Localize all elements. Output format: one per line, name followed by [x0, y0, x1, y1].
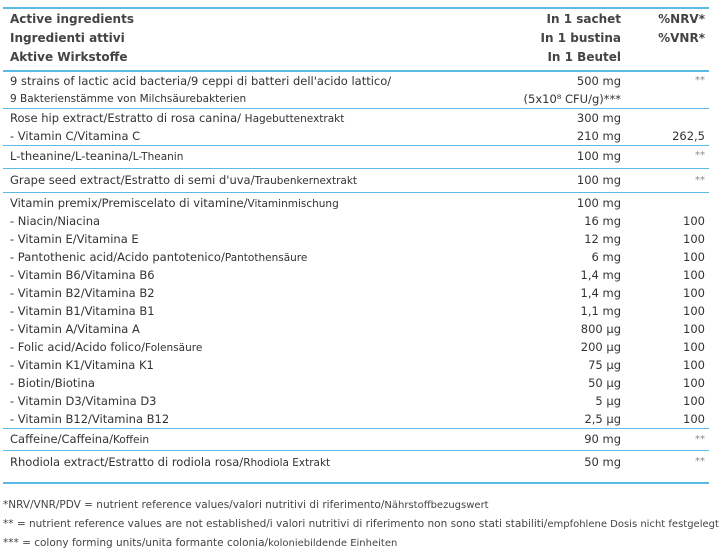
ingredient-nrv: **: [695, 456, 705, 467]
ingredient-name: - Vitamin B1/Vitamina B1: [10, 304, 155, 318]
ingredient-amount: 210 mg: [576, 129, 621, 143]
footnote: ** = nutrient reference values are not established/i valori nutritivi di riferimento non sono stati stabiliti/empfohlene Dosis nicht festgelegt: [3, 518, 719, 530]
ingredient-name: - Vitamin A/Vitamina A: [10, 322, 140, 336]
header-col-amount-de: In 1 Beutel: [547, 50, 621, 64]
ingredient-name: - Vitamin C/Vitamina C: [10, 129, 141, 143]
ingredient-amount: 100 mg: [576, 196, 621, 210]
header-col-vnr: %VNR*: [658, 31, 705, 45]
ingredient-nrv: **: [695, 434, 705, 445]
ingredient-name: L-theanine/L-teanina/L-Theanin: [10, 149, 184, 163]
ingredient-amount: (5x10⁸ CFU/g)***: [523, 92, 621, 106]
footnotes: [3, 496, 718, 553]
table-bottom-border: [3, 482, 709, 484]
header-col-amount-en: In 1 sachet: [546, 12, 621, 26]
ingredient-amount: 200 µg: [580, 340, 621, 354]
table-row: [3, 429, 709, 451]
table-header: [3, 10, 709, 72]
ingredient-name: - Vitamin B6/Vitamina B6: [10, 268, 155, 282]
ingredient-nrv: **: [695, 150, 705, 161]
ingredient-nrv: 100: [683, 286, 705, 300]
table-row: [3, 109, 709, 146]
ingredient-name: - Vitamin K1/Vitamina K1: [10, 358, 154, 372]
ingredient-name-de: 9 Bakterienstämme von Milchsäurebakterien: [10, 93, 247, 105]
table-row: [3, 451, 709, 473]
table-row: [3, 72, 709, 109]
ingredient-amount: 100 mg: [576, 149, 621, 163]
ingredient-name: - Vitamin D3/Vitamina D3: [10, 394, 157, 408]
ingredient-nrv: 100: [683, 322, 705, 336]
nutrition-table: [3, 10, 709, 473]
ingredient-name: - Pantothenic acid/Acido pantotenico/Pantothensäure: [10, 250, 308, 264]
ingredient-name: Grape seed extract/Estratto di semi d'uva/Traubenkernextrakt: [10, 173, 358, 187]
table-row: [3, 146, 709, 169]
ingredient-amount: 1,4 mg: [580, 286, 621, 300]
ingredient-amount: 100 mg: [576, 173, 621, 187]
ingredient-nrv: **: [695, 75, 705, 86]
ingredient-amount: 2,5 µg: [584, 412, 621, 426]
ingredient-nrv: 100: [683, 412, 705, 426]
ingredient-amount: 800 µg: [580, 322, 621, 336]
ingredient-name: 9 strains of lactic acid bacteria/9 ceppi di batteri dell'acido lattico/: [10, 74, 392, 88]
header-col-ingredients-it: Ingredienti attivi: [10, 31, 125, 45]
ingredient-amount: 5 µg: [595, 394, 621, 408]
header-col-ingredients-en: Active ingredients: [10, 12, 134, 26]
ingredient-name: - Vitamin E/Vitamina E: [10, 232, 139, 246]
ingredient-nrv: 262,5: [672, 129, 705, 143]
ingredient-amount: 6 mg: [591, 250, 621, 264]
ingredient-nrv: 100: [683, 250, 705, 264]
header-col-nrv: %NRV*: [658, 12, 705, 26]
ingredient-nrv: **: [695, 175, 705, 186]
ingredient-amount: 50 mg: [584, 455, 621, 469]
header-col-amount-it: In 1 bustina: [540, 31, 621, 45]
ingredient-amount: 50 µg: [588, 376, 621, 390]
table-top-border: [3, 7, 709, 9]
ingredient-name: Rhodiola extract/Estratto di rodiola rosa/Rhodiola Extrakt: [10, 455, 331, 469]
ingredient-nrv: 100: [683, 268, 705, 282]
ingredient-nrv: 100: [683, 232, 705, 246]
ingredient-name: Vitamin premix/Premiscelato di vitamine/Vitaminmischung: [10, 196, 339, 210]
ingredient-amount: 75 µg: [588, 358, 621, 372]
ingredient-nrv: 100: [683, 394, 705, 408]
table-row: [3, 193, 709, 429]
ingredient-name: - Vitamin B12/Vitamina B12: [10, 412, 170, 426]
ingredient-name: - Vitamin B2/Vitamina B2: [10, 286, 155, 300]
ingredient-nrv: 100: [683, 376, 705, 390]
ingredient-name: - Folic acid/Acido folico/Folensäure: [10, 340, 203, 354]
header-col-ingredients-de: Aktive Wirkstoffe: [10, 50, 128, 64]
ingredient-name: Rose hip extract/Estratto di rosa canina/ Hagebuttenextrakt: [10, 111, 345, 125]
ingredient-amount: 1,1 mg: [580, 304, 621, 318]
ingredient-amount: 300 mg: [576, 111, 621, 125]
ingredient-amount: 90 mg: [584, 432, 621, 446]
ingredient-name: - Biotin/Biotina: [10, 376, 95, 390]
ingredient-amount: 1,4 mg: [580, 268, 621, 282]
ingredient-amount: 16 mg: [584, 214, 621, 228]
table-row: [3, 169, 709, 193]
footnote: *NRV/VNR/PDV = nutrient reference values/valori nutritivi di riferimento/Nährstoffbezugswert: [3, 499, 489, 511]
ingredient-name: Caffeine/Caffeina/Koffein: [10, 432, 150, 446]
ingredient-nrv: 100: [683, 214, 705, 228]
ingredient-amount: 500 mg: [576, 74, 621, 88]
ingredient-amount: 12 mg: [584, 232, 621, 246]
ingredient-name: - Niacin/Niacina: [10, 214, 101, 228]
footnote: *** = colony forming units/unita formante colonia/koloniebildende Einheiten: [3, 537, 398, 549]
ingredient-nrv: 100: [683, 340, 705, 354]
ingredient-nrv: 100: [683, 358, 705, 372]
ingredient-nrv: 100: [683, 304, 705, 318]
